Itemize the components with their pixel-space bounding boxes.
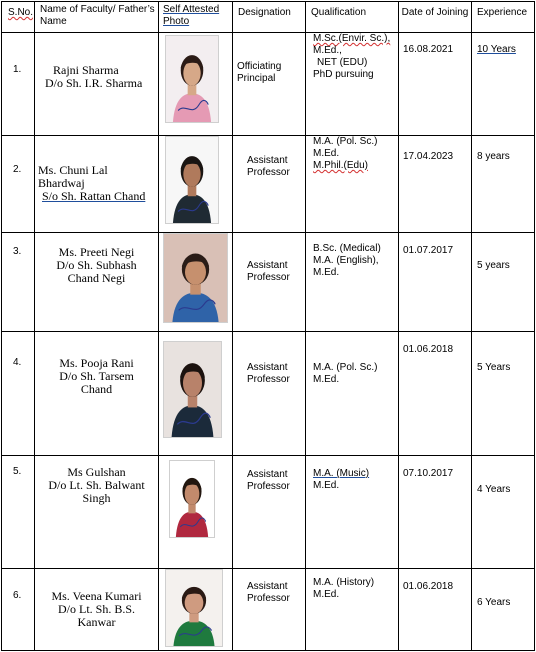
qualification-line: M.Ed. (313, 480, 340, 491)
cell-experience (472, 332, 535, 456)
cell-photo (159, 332, 233, 456)
cell-photo (159, 569, 233, 651)
cell-qualification (306, 233, 399, 332)
faculty-photo (163, 233, 228, 323)
cell-name (35, 332, 159, 456)
table-row (2, 456, 535, 569)
qualification-line: M.A. (History) (313, 577, 375, 588)
designation-line: Assistant (247, 260, 288, 271)
name-line: Rajni Sharma (53, 63, 119, 77)
qualification-line: PhD pursuing (313, 69, 374, 80)
cell-photo (159, 33, 233, 136)
designation-line: Professor (247, 593, 290, 604)
cell-name (35, 33, 159, 136)
experience-text: 6 Years (477, 597, 511, 608)
qualification-line: M.Ed., (313, 45, 342, 56)
designation-line: Assistant (247, 581, 288, 592)
designation-line: Assistant (247, 469, 288, 480)
experience-text: 4 Years (477, 484, 511, 495)
cell-date-of-joining (399, 569, 472, 651)
cell-experience (472, 456, 535, 569)
name-line: Ms. Pooja Rani (59, 356, 134, 370)
cell-experience (472, 136, 535, 233)
experience-text: 5 Years (477, 362, 511, 373)
qualification-line: M.Ed. (313, 589, 340, 600)
qualification-line: M.A. (Music) (313, 468, 370, 479)
qualification-line: M.Phil.(Edu) (313, 160, 369, 171)
name-line: D/o Sh. Tarsem (59, 369, 134, 383)
name-line: Chand (80, 382, 113, 396)
faculty-photo (169, 460, 215, 538)
date-text: 01.06.2018 (403, 581, 454, 592)
sno-text: 2. (13, 164, 22, 175)
cell-qualification (306, 136, 399, 233)
cell-designation (233, 136, 306, 233)
cell-designation (233, 33, 306, 136)
designation-line: Principal (237, 73, 276, 84)
name-line: Ms. Veena Kumari (51, 589, 142, 603)
header-date-of-joining: Date of Joining (399, 2, 472, 33)
name-line: D/o Sh. I.R. Sharma (45, 76, 143, 90)
experience-text: 5 years (477, 260, 510, 271)
qualification-line: B.Sc. (Medical) (313, 243, 381, 254)
header-qualification: Qualification (306, 2, 399, 33)
name-line: D/o Sh. Subhash (56, 258, 137, 272)
qualification-line: M.Ed. (313, 267, 340, 278)
faculty-photo (165, 136, 219, 224)
designation-line: Assistant (247, 362, 288, 373)
cell-date-of-joining (399, 456, 472, 569)
qualification-line: NET (EDU) (317, 57, 368, 68)
table-row (2, 332, 535, 456)
faculty-photo (163, 341, 222, 438)
qualification-line: M.A. (English), (313, 255, 379, 266)
experience-text: 8 years (477, 151, 510, 162)
designation-line: Assistant (247, 155, 288, 166)
cell-sno (2, 456, 35, 569)
sno-text: 5. (13, 466, 22, 477)
cell-name (35, 569, 159, 651)
qualification-line: M.A. (Pol. Sc.) (313, 136, 378, 147)
header-name: Name of Faculty/ Father’s Name (35, 2, 159, 33)
header-designation: Designation (233, 2, 306, 33)
name-line: Singh (82, 491, 111, 505)
date-text: 16.08.2021 (403, 44, 454, 55)
name-line: Ms. Chuni Lal (38, 163, 108, 177)
sno-text: 3. (13, 246, 22, 257)
designation-line: Professor (247, 374, 290, 385)
name-line: Chand Negi (67, 271, 126, 285)
designation-line: Professor (247, 272, 290, 283)
header-experience: Experience (472, 2, 535, 33)
cell-designation (233, 233, 306, 332)
cell-photo (159, 456, 233, 569)
cell-photo (159, 136, 233, 233)
cell-name (35, 456, 159, 569)
cell-name (35, 136, 159, 233)
name-line: S/o Sh. Rattan Chand (42, 189, 146, 203)
cell-qualification (306, 332, 399, 456)
cell-sno (2, 332, 35, 456)
date-text: 01.06.2018 (403, 344, 454, 355)
experience-text: 10 Years (477, 44, 516, 55)
name-line: Ms. Preeti Negi (58, 245, 135, 259)
cell-sno (2, 233, 35, 332)
header-row (2, 2, 535, 33)
cell-photo (159, 233, 233, 332)
cell-designation (233, 569, 306, 651)
cell-qualification (306, 569, 399, 651)
designation-line: Officiating (237, 61, 282, 72)
cell-qualification (306, 456, 399, 569)
cell-sno (2, 33, 35, 136)
cell-date-of-joining (399, 136, 472, 233)
faculty-table (1, 1, 535, 651)
cell-date-of-joining (399, 233, 472, 332)
name-line: D/o Lt. Sh. B.S. (57, 602, 135, 616)
faculty-photo (165, 35, 219, 123)
cell-date-of-joining (399, 332, 472, 456)
designation-line: Professor (247, 481, 290, 492)
cell-sno (2, 569, 35, 651)
date-text: 01.07.2017 (403, 245, 454, 256)
header-sno: S.No. (2, 2, 35, 33)
name-line: D/o Lt. Sh. Balwant (48, 478, 145, 492)
qualification-line: M.Ed. (313, 374, 340, 385)
cell-experience (472, 233, 535, 332)
faculty-photo (165, 569, 223, 647)
sno-text: 4. (13, 357, 22, 368)
qualification-line: M.Ed. (313, 148, 340, 159)
cell-name (35, 233, 159, 332)
name-line: Kanwar (77, 615, 116, 629)
cell-designation (233, 456, 306, 569)
designation-line: Professor (247, 167, 290, 178)
qualification-line: M.A. (Pol. Sc.) (313, 362, 378, 373)
name-line: Ms Gulshan (67, 465, 126, 479)
cell-date-of-joining (399, 33, 472, 136)
qualification-line: M.Sc.(Envir. Sc.), (313, 33, 391, 44)
header-photo: Self Attested Photo (159, 2, 233, 33)
table-row (2, 569, 535, 651)
cell-qualification (306, 33, 399, 136)
cell-experience (472, 33, 535, 136)
sno-text: 1. (13, 64, 22, 75)
table-row (2, 233, 535, 332)
sno-text: 6. (13, 590, 22, 601)
table-row (2, 33, 535, 136)
date-text: 17.04.2023 (403, 151, 454, 162)
cell-designation (233, 332, 306, 456)
cell-sno (2, 136, 35, 233)
name-line: Bhardwaj (38, 176, 85, 190)
table-row (2, 136, 535, 233)
date-text: 07.10.2017 (403, 468, 454, 479)
cell-experience (472, 569, 535, 651)
